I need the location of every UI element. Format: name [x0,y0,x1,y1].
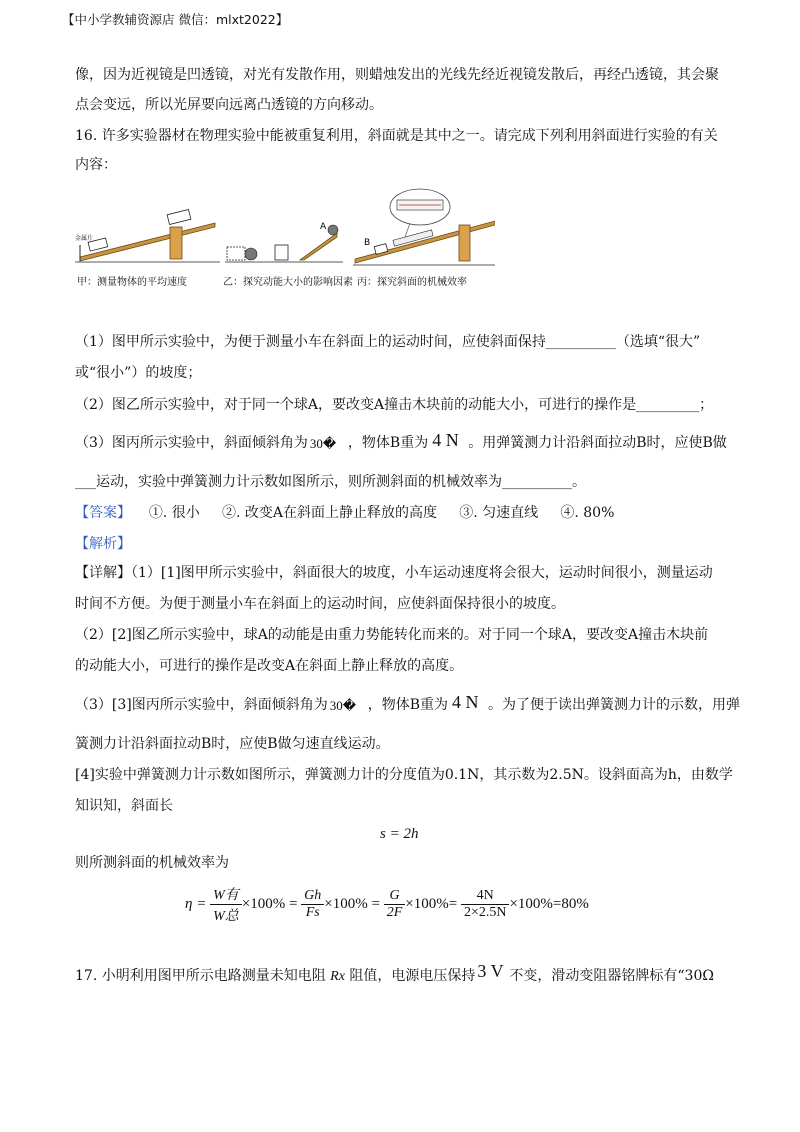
caption-jia: 甲：测量物体的平均速度 [77,277,187,288]
equation-s: s = 2h [380,826,419,842]
answer-values: ①. 很小 ②. 改变A在斜面上静止释放的高度 ③. 匀速直线 ④. 80% [148,505,615,521]
eq-term-1: ×100% = [241,895,298,912]
answer-label: 【答案】 [75,505,131,521]
q17-text-b: 阻值，电源电压保持 [349,968,476,984]
eq-term-4: ×100%=80% [509,895,589,912]
q17-voltage: 3 V [477,961,504,981]
detail3-angle: 30� [329,698,357,713]
sub3-text-a: （3）图丙所示实验中，斜面倾斜角为 [75,435,308,451]
detail1-line-2: 时间不方便。为便于测量小车在斜面上的运动时间，应使斜面保持很小的坡度。 [75,596,565,612]
q17-rx: Rx [330,969,345,984]
analysis-label: 【解析】 [75,536,131,552]
block-b-label: B [364,238,371,248]
caption-bing: 丙：探究斜面的机械效率 [357,277,467,288]
fraction-values: $\frac{4N}{2\times 2.5N}$ [461,888,510,921]
equation-intro: 则所测斜面的机械效率为 [75,855,229,871]
detail2-line-2: 的动能大小，可进行的操作是改变A在斜面上静止释放的高度。 [75,658,464,674]
eq-term-2: ×100% = [324,895,380,912]
detail3-text-c: 。为了便于读出弹簧测力计的示数，用弹 [488,697,741,713]
fraction-w: $\frac{\text{W有}}{\text{W总}}$ [210,884,242,925]
page-header: 【中小学教辅资源店 微信：mlxt2022】 [62,12,289,27]
fraction-g: $\frac{G}{2F}$ [384,888,406,921]
figure-yi [225,222,343,262]
detail3-line-2: 簧测力计沿斜面拉动B时，应使B做匀速直线运动。 [75,736,390,752]
eq-lhs: η = [185,895,207,912]
figure-bing [353,189,495,265]
incline-experiments-figure [75,185,495,290]
detail3-weight: 4 N [452,692,479,712]
q16-stem-line-2: 内容： [75,157,117,173]
metal-sheet-label: 金属片 [75,235,94,242]
caption-yi: 乙：探究动能大小的影响因素 [223,277,353,288]
ball-a-label: A [320,222,327,232]
q17-line [75,961,714,986]
q17-text-c: 不变，滑动变阻器铭牌标有“30Ω [509,968,714,984]
sub3-angle: 30� [309,436,337,451]
detail4-line-1: [4]实验中弹簧测力计示数如图所示，弹簧测力计的分度值为0.1N，其示数为2.5N。设斜面高为h，由数学 [75,767,733,783]
detail3-text-b: ，物体B重为 [367,697,449,713]
q16-sub2: （2）图乙所示实验中，对于同一个球A，要改变A撞击木块前的动能大小，可进行的操作是_________； [75,397,714,413]
answer-line [75,504,614,522]
sub3-weight: 4 N [432,430,459,450]
q16-stem-line-1: 16. 许多实验器材在物理实验中能被重复利用，斜面就是其中之一。请完成下列利用斜面进行实验的有关 [75,128,718,144]
sub3-text-c: 。用弹簧测力计沿斜面拉动B时，应使B做 [468,435,727,451]
fraction-gh: $\frac{Gh}{Fs}$ [301,888,324,921]
eq-term-3: ×100%= [405,895,458,912]
intro-line-1: 像，因为近视镜是凹透镜，对光有发散作用，则蜡烛发出的光线先经近视镜发散后，再经凸透镜，其会聚 [75,67,719,83]
detail4-line-2: 知识知，斜面长 [75,798,173,814]
detail3-line-1 [75,692,741,714]
q16-sub3-line-2: ___运动，实验中弹簧测力计示数如图所示，则所测斜面的机械效率为__________。 [75,474,586,490]
q17-text-a: 17. 小明利用图甲所示电路测量未知电阻 [75,968,326,984]
efficiency-equation [185,884,589,925]
detail3-text-a: （3）[3]图丙所示实验中，斜面倾斜角为 [75,697,328,713]
sub3-text-b: ，物体B重为 [347,435,429,451]
intro-line-2: 点会变远，所以光屏要向远离凸透镜的方向移动。 [75,97,383,113]
detail1-line-1: 【详解】（1）[1]图甲所示实验中，斜面很大的坡度，小车运动速度将会很大，运动时间很小，测量运动 [75,565,713,581]
detail2-line-1: （2）[2]图乙所示实验中，球A的动能是由重力势能转化而来的。对于同一个球A，要改变A撞击木块前 [75,627,709,643]
figure-jia [75,209,220,262]
q16-sub1-line-1: （1）图甲所示实验中，为便于测量小车在斜面上的运动时间，应使斜面保持__________（选填“很大” [75,334,701,350]
q16-sub3-line-1 [75,430,727,452]
q16-sub1-line-2: 或“很小”）的坡度； [75,365,202,381]
